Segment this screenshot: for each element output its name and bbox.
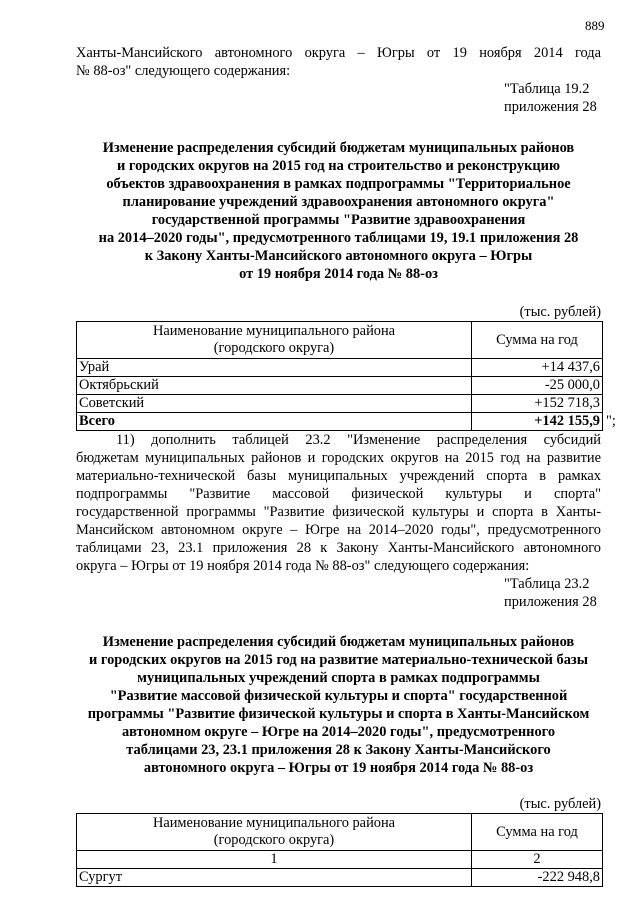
row-name: Урай bbox=[77, 359, 472, 377]
page-number: 889 bbox=[585, 18, 605, 33]
header-municipality-line-1: Наименование муниципального района bbox=[152, 815, 396, 831]
heading2-line-4: "Развитие массовой физической культуры и спорта" государственной bbox=[109, 688, 568, 704]
row-name: Октябрьский bbox=[77, 377, 472, 395]
table-header-row bbox=[77, 322, 603, 359]
column-number-2: 2 bbox=[472, 851, 603, 869]
heading2-line-6: автономном округе – Югре на 2014–2020 годы", предусмотренного bbox=[121, 724, 556, 740]
row-sum: +14 437,6 bbox=[472, 359, 603, 377]
paragraph-line-3: материально-технической базы муниципальных учреждений спорта в рамках bbox=[76, 468, 601, 484]
row-sum: -222 948,8 bbox=[472, 869, 603, 887]
header-municipality-line-2: (городского округа) bbox=[213, 340, 335, 356]
closing-quote: "; bbox=[606, 413, 616, 429]
header-municipality bbox=[77, 322, 472, 359]
paragraph-line-1: 11) дополнить таблицей 23.2 "Изменение распределения субсидий bbox=[116, 432, 601, 448]
total-label: Всего bbox=[77, 413, 472, 431]
paragraph-line-6: Мансийском автономном округе – Югре на 2014–2020 годы", предусмотренного bbox=[76, 522, 601, 538]
total-sum bbox=[472, 413, 616, 431]
column-number-1: 1 bbox=[77, 851, 472, 869]
units-label: (тыс. рублей) bbox=[519, 304, 601, 320]
header-municipality-line-1: Наименование муниципального района bbox=[152, 323, 396, 339]
table-row bbox=[77, 377, 603, 395]
heading1-line-8: от 19 ноября 2014 года № 88-оз bbox=[239, 266, 438, 282]
header-municipality bbox=[77, 814, 472, 851]
paragraph-line-8: округа – Югры от 19 ноября 2014 года № 88-оз" следующего содержания: bbox=[76, 558, 530, 574]
paragraph-line-2: бюджетам муниципальных районов и городских округов на 2015 год на развитие bbox=[76, 450, 601, 466]
subsidy-table-2 bbox=[76, 813, 603, 887]
heading1-line-3: объектов здравоохранения в рамках подпрограммы "Территориальное bbox=[106, 176, 571, 192]
subsidy-table-1 bbox=[76, 321, 616, 431]
header-sum: Сумма на год bbox=[472, 322, 603, 359]
document-body bbox=[76, 44, 616, 887]
heading1-line-4: планирование учреждений здравоохранения автономного округа" bbox=[122, 194, 555, 210]
paragraph-line-4: подпрограммы "Развитие массовой физической культуры и спорта" bbox=[76, 486, 601, 502]
table-row bbox=[77, 869, 603, 887]
heading2-line-8: автономного округа – Югры от 19 ноября 2014 года № 88-оз bbox=[143, 760, 534, 776]
heading1-line-2: и городских округов на 2015 год на строительство и реконструкцию bbox=[117, 158, 560, 174]
table1-ref-line-1: "Таблица 19.2 bbox=[504, 81, 590, 97]
table2-ref-line-2: приложения 28 bbox=[504, 594, 597, 610]
column-number-row bbox=[77, 851, 603, 869]
table-header-row bbox=[77, 814, 603, 851]
heading2-line-2: и городских округов на 2015 год на развитие материально-технической базы bbox=[89, 652, 588, 668]
heading2-line-5: программы "Развитие физической культуры и спорта в Ханты-Мансийском bbox=[87, 706, 590, 722]
paragraph-line-7: таблицами 23, 23.1 приложения 28 к Закону Ханты-Мансийского автономного bbox=[76, 540, 601, 556]
table2-ref-line-1: "Таблица 23.2 bbox=[504, 576, 590, 592]
heading2-line-7: таблицами 23, 23.1 приложения 28 к Закону Ханты-Мансийского bbox=[126, 742, 551, 758]
row-sum: +152 718,3 bbox=[472, 395, 603, 413]
heading2-line-1: Изменение распределения субсидий бюджетам муниципальных районов bbox=[102, 634, 575, 650]
heading2-line-3: муниципальных учреждений спорта в рамках подпрограммы bbox=[137, 670, 540, 686]
total-sum-value: +142 155,9 bbox=[534, 413, 600, 429]
units-label-2: (тыс. рублей) bbox=[519, 796, 601, 812]
header-municipality-line-2: (городского округа) bbox=[213, 832, 335, 848]
table-row bbox=[77, 395, 603, 413]
header-sum: Сумма на год bbox=[472, 814, 603, 851]
row-name: Сургут bbox=[77, 869, 472, 887]
heading1-line-7: к Закону Ханты-Мансийского автономного округа – Югры bbox=[144, 248, 533, 264]
heading1-line-6: на 2014–2020 годы", предусмотренного таблицами 19, 19.1 приложения 28 bbox=[98, 230, 579, 246]
heading1-line-1: Изменение распределения субсидий бюджетам муниципальных районов bbox=[102, 140, 575, 156]
total-row bbox=[77, 413, 603, 431]
intro-line-1: Ханты-Мансийского автономного округа – Югры от 19 ноября 2014 года bbox=[76, 45, 601, 61]
table-row bbox=[77, 359, 603, 377]
paragraph-line-5: государственной программы "Развитие физической культуры и спорта в Ханты- bbox=[76, 504, 601, 520]
table1-ref-line-2: приложения 28 bbox=[504, 99, 597, 115]
row-sum: -25 000,0 bbox=[472, 377, 603, 395]
intro-line-2: № 88-оз" следующего содержания: bbox=[76, 63, 291, 79]
row-name: Советский bbox=[77, 395, 472, 413]
heading1-line-5: государственной программы "Развитие здравоохранения bbox=[151, 212, 526, 228]
